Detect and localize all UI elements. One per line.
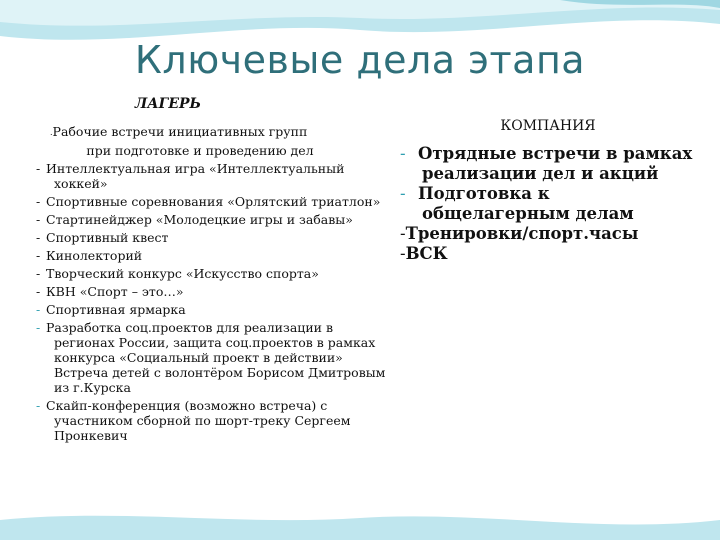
dash-bullet-icon: - — [400, 144, 406, 163]
dash-bullet-icon: - — [400, 224, 406, 243]
list-item: - Отрядные встречи в рамках реализации дел и акций — [400, 144, 693, 183]
bottom-wave — [0, 516, 720, 540]
list-item: - Интеллектуальная игра «Интеллектуальный хоккей» — [36, 161, 345, 191]
list-item: - Спортивный квест — [36, 230, 169, 245]
dash-bullet-icon: - — [36, 248, 41, 263]
dash-bullet-icon: - — [36, 230, 41, 245]
dash-bullet-icon: - — [400, 244, 406, 263]
list-item: - Разработка соц.проектов для реализации в регионах России, защита соц.проектов в рамках конкурса «Социальный проект в действии» Встреча детей с волонтёром Борисом Дмитровым из г.Курска — [36, 320, 386, 395]
list-item: - Творческий конкурс «Искусство спорта» — [36, 266, 319, 281]
dash-bullet-icon: - — [400, 184, 406, 203]
dash-bullet-icon: - — [36, 284, 41, 299]
dash-bullet-icon: - — [36, 302, 41, 317]
dash-bullet-icon: - — [36, 194, 41, 209]
dash-bullet-icon: - — [36, 398, 41, 413]
list-item: - Скайп-конференция (возможно встреча) с участником сборной по шорт-треку Сергеем Пронкевич — [36, 398, 351, 443]
list-item: - Кинолекторий — [36, 248, 143, 263]
right-heading: КОМПАНИЯ — [500, 118, 596, 134]
list-item: - КВН «Спорт – это…» — [36, 284, 184, 299]
left-heading: ЛАГЕРЬ — [134, 96, 202, 112]
list-item: - Спортивная ярмарка — [36, 302, 186, 317]
list-item: -ВСК — [400, 244, 448, 263]
right-list — [398, 144, 698, 264]
dash-bullet-icon: - — [36, 266, 41, 281]
list-item: - Подготовка к общелагерным делам — [400, 184, 634, 223]
dash-bullet-icon: - — [36, 320, 41, 335]
dash-bullet-icon: - — [36, 212, 41, 227]
dash-bullet-icon: - — [36, 161, 41, 176]
list-item: - Стартинейджер «Молодецкие игры и забавы» — [36, 212, 353, 227]
list-item: при подготовке и проведению дел — [86, 143, 314, 158]
list-item: - Спортивные соревнования «Орлятский триатлон» — [36, 194, 381, 209]
list-item: -Тренировки/спорт.часы — [400, 224, 639, 243]
slide-title: Ключевые дела этапа — [134, 38, 586, 82]
left-column-camp — [30, 96, 390, 446]
left-list — [30, 124, 390, 443]
list-item: .Рабочие встречи инициативных групп — [50, 124, 308, 139]
right-column-company — [398, 118, 698, 264]
